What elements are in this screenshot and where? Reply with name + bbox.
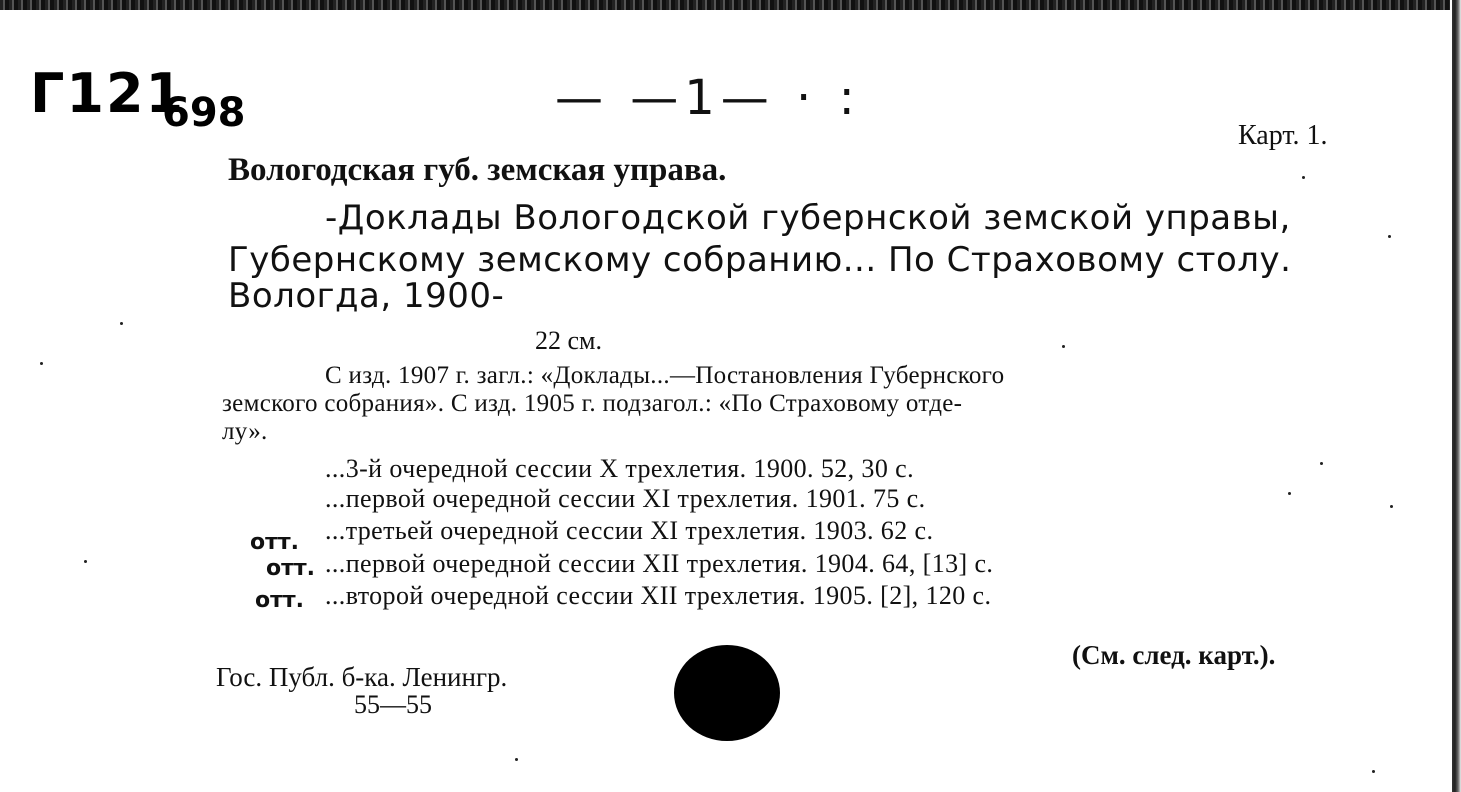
punch-hole <box>674 645 780 741</box>
issue-line: ...второй очередной сессии XII трехлетия. 1905. [2], 120 с. <box>325 581 992 610</box>
inventory-mark: отт. <box>250 530 299 555</box>
card-number: Карт. 1. <box>1238 120 1328 151</box>
issue-line: ...первой очередной сессии XI трехлетия. 1901. 75 с. <box>325 484 926 513</box>
scan-speck <box>515 758 518 761</box>
issue-line: ...3-й очередной сессии X трехлетия. 1900. 52, 30 с. <box>325 454 914 483</box>
scan-speck <box>1288 492 1291 495</box>
shelf-mark-number: 698 <box>162 90 246 136</box>
title-line: Губернскому земскому собранию... По Страховому столу. <box>228 240 1292 280</box>
shelf-mark: Г121 <box>30 62 186 125</box>
note-line: земского собрания». С изд. 1905 г. подзагол.: «По Страховому отде- <box>222 390 963 417</box>
scan-speck <box>1372 770 1375 773</box>
scan-speck <box>1390 505 1393 508</box>
title-line: Вологда, 1900- <box>228 276 505 316</box>
see-next-card: (См. след. карт.). <box>1072 640 1276 670</box>
scan-top-border <box>0 0 1461 10</box>
note-line: лу». <box>222 418 268 445</box>
inventory-mark: отт. <box>266 556 315 581</box>
scan-speck <box>1302 176 1305 179</box>
library-name: Гос. Публ. б-ка. Ленингр. <box>216 662 508 692</box>
card-heading: Вологодская губ. земская управа. <box>228 152 727 188</box>
top-mark: — —1— · : <box>555 70 861 126</box>
issue-line: ...третьей очередной сессии XI трехлетия. 1903. 62 с. <box>325 516 934 545</box>
scan-speck <box>1320 462 1323 465</box>
scan-right-border <box>1450 0 1461 792</box>
library-code: 55—55 <box>354 690 432 719</box>
scan-speck <box>40 362 43 365</box>
inventory-mark: отт. <box>255 588 304 613</box>
issue-line: ...первой очередной сессии XII трехлетия. 1904. 64, [13] с. <box>325 549 994 578</box>
scan-speck <box>120 322 123 325</box>
scan-speck <box>1388 235 1391 238</box>
physical-size: 22 см. <box>535 326 602 355</box>
title-line: -Доклады Вологодской губернской земской управы, <box>325 198 1291 238</box>
note-line: С изд. 1907 г. загл.: «Доклады...—Постановления Губернского <box>325 362 1005 389</box>
scan-speck <box>84 560 87 563</box>
scan-speck <box>1062 345 1065 348</box>
